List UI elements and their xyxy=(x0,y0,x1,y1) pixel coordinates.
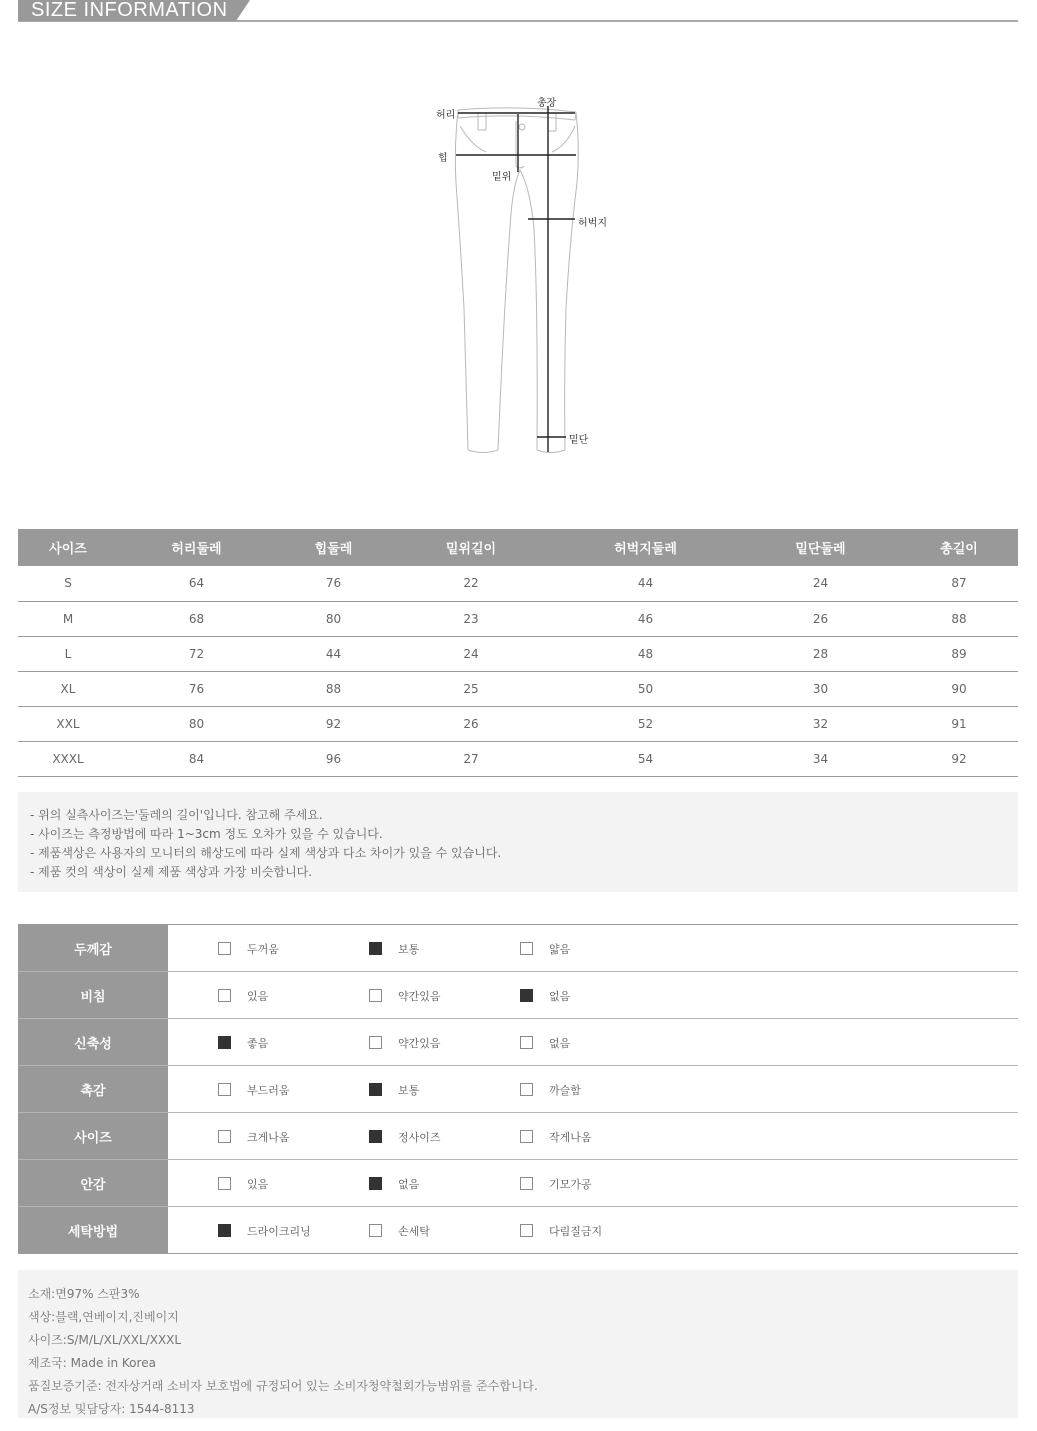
checked-box-icon xyxy=(369,942,382,955)
column-header: 힙둘레 xyxy=(275,529,392,566)
thigh-label: 허벅지 xyxy=(578,218,607,229)
unchecked-box-icon xyxy=(520,1177,533,1190)
table-cell: 68 xyxy=(118,601,275,636)
option-label: 보통 xyxy=(398,1083,420,1097)
property-option xyxy=(218,972,268,1019)
header-tab xyxy=(18,0,236,21)
table-row xyxy=(18,671,1018,706)
option-label: 약간있음 xyxy=(398,989,441,1003)
table-cell: 89 xyxy=(900,636,1018,671)
table-cell: S xyxy=(18,566,118,601)
property-row xyxy=(18,1160,1018,1207)
section-header xyxy=(18,0,1018,22)
size-table xyxy=(18,529,1018,777)
table-row xyxy=(18,706,1018,741)
table-cell: 44 xyxy=(550,566,741,601)
column-header: 총길이 xyxy=(900,529,1018,566)
property-options xyxy=(168,972,1018,1018)
table-cell: 64 xyxy=(118,566,275,601)
table-cell: 22 xyxy=(392,566,550,601)
property-option xyxy=(218,1207,311,1254)
option-label: 손세탁 xyxy=(398,1224,430,1238)
info-material: 소재:면97% 스판3% xyxy=(28,1287,140,1301)
option-label: 기모가공 xyxy=(549,1177,592,1191)
checked-box-icon xyxy=(369,1177,382,1190)
property-option xyxy=(369,1113,441,1160)
option-label: 약간있음 xyxy=(398,1036,441,1050)
property-option xyxy=(218,1113,290,1160)
property-row xyxy=(18,1113,1018,1160)
option-label: 두꺼움 xyxy=(247,942,279,956)
column-header: 허벅지둘레 xyxy=(550,529,741,566)
property-option xyxy=(520,1066,581,1113)
note-line: - 제품 컷의 색상이 실제 제품 색상과 가장 비슷합니다. xyxy=(30,865,313,879)
option-label: 있음 xyxy=(247,989,269,1003)
table-cell: 91 xyxy=(900,706,1018,741)
unchecked-box-icon xyxy=(369,1224,382,1237)
hem-label: 밑단 xyxy=(569,435,589,446)
table-cell: 50 xyxy=(550,671,741,706)
product-properties-table xyxy=(18,924,1018,1254)
option-label: 다림질금지 xyxy=(549,1224,603,1238)
option-label: 없음 xyxy=(398,1177,420,1191)
property-option xyxy=(218,1066,290,1113)
pants-size-diagram xyxy=(420,88,620,468)
table-cell: 72 xyxy=(118,636,275,671)
property-option xyxy=(520,925,570,972)
checked-box-icon xyxy=(218,1224,231,1237)
table-row xyxy=(18,741,1018,776)
property-options xyxy=(168,1113,1018,1159)
option-label: 얇음 xyxy=(549,942,571,956)
size-table-header-row xyxy=(18,529,1018,566)
info-colors: 색상:블랙,연베이지,진베이지 xyxy=(28,1310,179,1324)
column-header: 밑위길이 xyxy=(392,529,550,566)
table-cell: 80 xyxy=(118,706,275,741)
table-cell: 34 xyxy=(741,741,900,776)
table-cell: 25 xyxy=(392,671,550,706)
hip-label: 힙 xyxy=(438,153,448,164)
table-cell: 48 xyxy=(550,636,741,671)
table-row xyxy=(18,566,1018,601)
table-cell: 92 xyxy=(900,741,1018,776)
table-cell: XL xyxy=(18,671,118,706)
property-options xyxy=(168,1160,1018,1206)
property-option xyxy=(369,1019,441,1066)
property-option xyxy=(520,1207,602,1254)
unchecked-box-icon xyxy=(218,942,231,955)
checked-box-icon xyxy=(218,1036,231,1049)
pants-illustration xyxy=(420,88,620,468)
unchecked-box-icon xyxy=(218,989,231,1002)
column-header: 허리둘레 xyxy=(118,529,275,566)
table-cell: XXXL xyxy=(18,741,118,776)
property-option xyxy=(520,972,570,1019)
property-name: 촉감 xyxy=(18,1066,168,1112)
property-option xyxy=(218,1160,268,1207)
property-name: 비침 xyxy=(18,972,168,1018)
unchecked-box-icon xyxy=(218,1083,231,1096)
property-option xyxy=(520,1160,592,1207)
table-cell: 52 xyxy=(550,706,741,741)
property-name: 안감 xyxy=(18,1160,168,1206)
option-label: 없음 xyxy=(549,1036,571,1050)
unchecked-box-icon xyxy=(520,942,533,955)
info-as-contact: A/S정보 및담당자: 1544-8113 xyxy=(28,1402,195,1416)
property-row xyxy=(18,1066,1018,1113)
note-line: - 제품색상은 사용자의 모니터의 해상도에 따라 실제 색상과 다소 차이가 있을 수 있습니다. xyxy=(30,846,502,860)
table-cell: 30 xyxy=(741,671,900,706)
table-cell: 24 xyxy=(392,636,550,671)
checked-box-icon xyxy=(369,1130,382,1143)
rise-label: 밑위 xyxy=(492,172,512,183)
table-cell: L xyxy=(18,636,118,671)
info-quality-warranty: 품질보증기준: 전자상거래 소비자 보호법에 규정되어 있는 소비자청약철회가능범위를 준수합니다. xyxy=(28,1379,538,1393)
property-option xyxy=(369,1207,430,1254)
table-cell: 24 xyxy=(741,566,900,601)
option-label: 까슬함 xyxy=(549,1083,581,1097)
property-option xyxy=(218,1019,268,1066)
unchecked-box-icon xyxy=(218,1130,231,1143)
option-label: 있음 xyxy=(247,1177,269,1191)
unchecked-box-icon xyxy=(520,1224,533,1237)
table-cell: M xyxy=(18,601,118,636)
property-option xyxy=(369,1066,419,1113)
property-row xyxy=(18,925,1018,972)
note-line: - 사이즈는 측정방법에 따라 1~3cm 정도 오차가 있을 수 있습니다. xyxy=(30,827,383,841)
option-label: 정사이즈 xyxy=(398,1130,441,1144)
property-row xyxy=(18,972,1018,1019)
unchecked-box-icon xyxy=(520,1036,533,1049)
property-option xyxy=(369,972,441,1019)
product-info xyxy=(18,1270,1018,1418)
option-label: 없음 xyxy=(549,989,571,1003)
table-cell: 80 xyxy=(275,601,392,636)
property-option xyxy=(218,925,279,972)
table-cell: 44 xyxy=(275,636,392,671)
table-cell: 32 xyxy=(741,706,900,741)
property-name: 신축성 xyxy=(18,1019,168,1065)
property-options xyxy=(168,925,1018,971)
option-label: 크게나옴 xyxy=(247,1130,290,1144)
length-label: 총장 xyxy=(537,98,557,109)
table-cell: 92 xyxy=(275,706,392,741)
info-sizes: 사이즈:S/M/L/XL/XXL/XXXL xyxy=(28,1333,182,1347)
unchecked-box-icon xyxy=(369,989,382,1002)
property-row xyxy=(18,1207,1018,1254)
option-label: 좋음 xyxy=(247,1036,269,1050)
option-label: 보통 xyxy=(398,942,420,956)
column-header: 밑단둘레 xyxy=(741,529,900,566)
property-option xyxy=(520,1019,570,1066)
unchecked-box-icon xyxy=(520,1130,533,1143)
table-cell: 76 xyxy=(118,671,275,706)
unchecked-box-icon xyxy=(369,1036,382,1049)
waist-label: 허리 xyxy=(436,110,456,121)
checked-box-icon xyxy=(369,1083,382,1096)
info-origin: 제조국: Made in Korea xyxy=(28,1356,156,1370)
table-cell: 26 xyxy=(741,601,900,636)
table-cell: XXL xyxy=(18,706,118,741)
table-cell: 90 xyxy=(900,671,1018,706)
table-row xyxy=(18,601,1018,636)
option-label: 작게나옴 xyxy=(549,1130,592,1144)
measurement-notes xyxy=(18,792,1018,892)
table-cell: 76 xyxy=(275,566,392,601)
table-cell: 28 xyxy=(741,636,900,671)
section-title: SIZE INFORMATION xyxy=(31,0,228,21)
table-cell: 26 xyxy=(392,706,550,741)
table-cell: 88 xyxy=(900,601,1018,636)
unchecked-box-icon xyxy=(218,1177,231,1190)
property-name: 사이즈 xyxy=(18,1113,168,1159)
property-row xyxy=(18,1019,1018,1066)
table-cell: 46 xyxy=(550,601,741,636)
property-option xyxy=(369,925,419,972)
table-cell: 96 xyxy=(275,741,392,776)
option-label: 드라이크리닝 xyxy=(247,1224,311,1238)
table-cell: 23 xyxy=(392,601,550,636)
table-cell: 54 xyxy=(550,741,741,776)
note-line: - 위의 실측사이즈는'둘레의 길이'입니다. 참고해 주세요. xyxy=(30,808,323,822)
property-name: 두께감 xyxy=(18,925,168,971)
table-cell: 84 xyxy=(118,741,275,776)
checked-box-icon xyxy=(520,989,533,1002)
property-option xyxy=(520,1113,592,1160)
property-option xyxy=(369,1160,419,1207)
option-label: 부드러움 xyxy=(247,1083,290,1097)
table-cell: 88 xyxy=(275,671,392,706)
table-cell: 27 xyxy=(392,741,550,776)
property-options xyxy=(168,1019,1018,1065)
column-header: 사이즈 xyxy=(18,529,118,566)
property-name: 세탁방법 xyxy=(18,1207,168,1253)
unchecked-box-icon xyxy=(520,1083,533,1096)
property-options xyxy=(168,1207,1018,1253)
table-row xyxy=(18,636,1018,671)
property-options xyxy=(168,1066,1018,1112)
table-cell: 87 xyxy=(900,566,1018,601)
